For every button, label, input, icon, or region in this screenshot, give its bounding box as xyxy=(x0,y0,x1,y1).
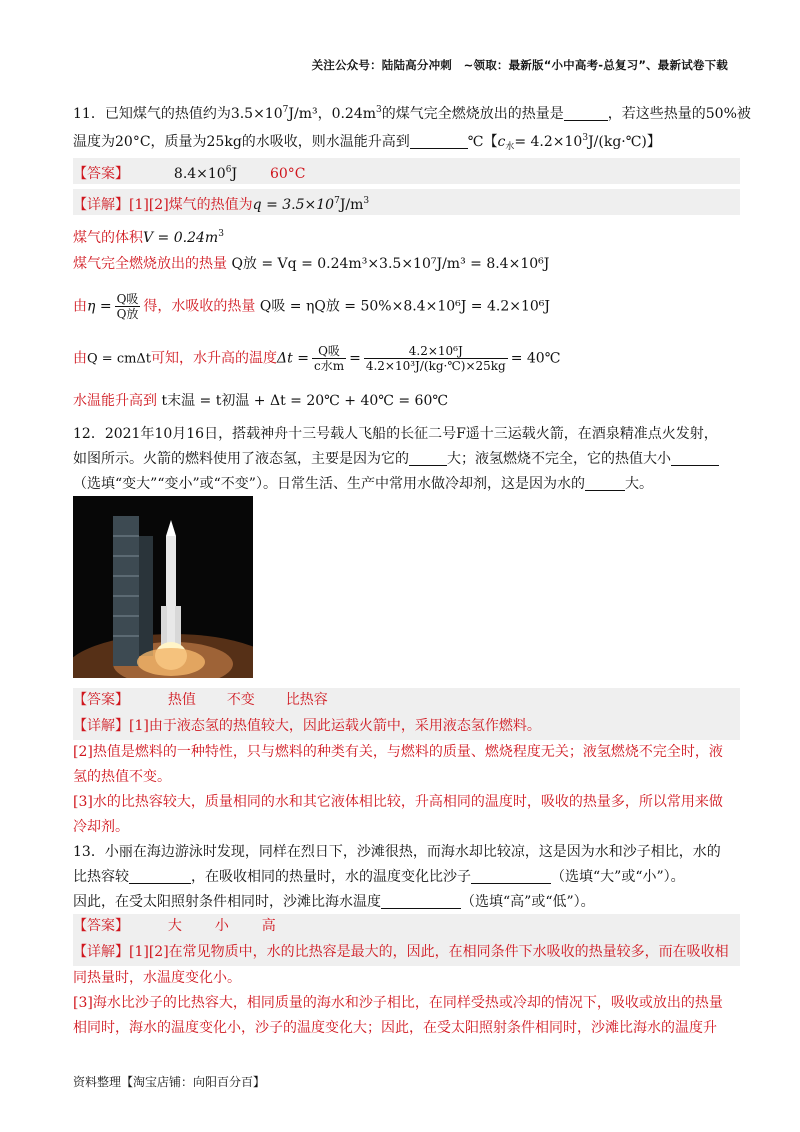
rocket-launch-photo xyxy=(73,496,253,678)
page-header: 关注公众号：陆陆高分冲刺 ~领取：最新版“小中高考-总复习”、最新试卷下载 xyxy=(311,58,728,72)
q11-answer: 【答案】 $8.4\times 10^6J$ 60°C xyxy=(73,158,740,184)
q12-line2: 如图所示。火箭的燃料使用了液态氢，主要是因为它的 大；液氢燃烧不完全，它的热值大小 xyxy=(73,447,740,471)
q11-final: 水温能升高到 t末温 = t初温 + Δt = 20℃ + 40℃ = 60℃ xyxy=(73,393,449,409)
q11-line2: 温度为20°C，质量为25kg的水吸收，则水温能升高到 ℃【$c_水=$ $4.2\times 10^3J/(kg\cdot℃)$】 xyxy=(73,133,661,152)
q11-temp-rise: 由Q = cmΔt可知，水升高的温度Δt = $\frac{\text{Q吸}}{\text{c水m}}$ = $\frac{\text{4.2×10⁶J}}{\text{4.2×10³J/(kg·℃)×25kg}}$ = 40℃ xyxy=(73,344,561,373)
rocket-launch-illustration xyxy=(73,496,253,678)
q11-heat-absorbed: 由η = $\frac{\text{Q吸}}{\text{Q放}}$ 得，水吸收的热量 Q吸 = ηQ放 = 50%×8.4×10⁶J = 4.2×10⁶J xyxy=(73,292,551,321)
q12-detail-1: 【详解】[1]由于液态氢的热值较大，因此运载火箭中，采用液态氢作燃料。 xyxy=(73,714,740,740)
q13-detail-1b: 同热量时，水温度变化小。 xyxy=(73,970,241,986)
q11-detail-1: 【详解】[1][2]煤气的热值为$q = 3.5\times 10^7J/m^3$ xyxy=(73,189,740,215)
q13-detail-2b: 相同时，海水的温度变化小，沙子的温度变化大；因此，在受太阳照射条件相同时，沙滩比海水的温度升 xyxy=(73,1020,717,1036)
q13-blank-1[interactable] xyxy=(129,867,191,884)
q11-line1: 11．已知煤气的热值约为$3.5\times 10^7J/m^3$，$0.24m^3$的煤气完全燃烧放出的热量是 ，若这些热量的50%被 xyxy=(73,105,751,122)
q13-answer: 【答案】 大 小 高 xyxy=(73,914,740,940)
q12-line3: （选填“变大”“变小”或“不变”）。日常生活、生产中常用水做冷却剂，这是因为水的 大。 xyxy=(73,476,653,492)
q12-detail-2b: 氢的热值不变。 xyxy=(73,769,171,785)
q13-line1: 13．小丽在海边游泳时发现，同样在烈日下，沙滩很热，而海水却比较凉，这是因为水和沙子相比，水的 xyxy=(73,844,721,860)
q13-detail-2a: [3]海水比沙子的比热容大，相同质量的海水和沙子相比，在同样受热或冷却的情况下，吸收或放出的热量 xyxy=(73,995,723,1011)
q12-blank-1[interactable] xyxy=(409,449,447,466)
q13-line2: 比热容较 ，在吸收相同的热量时，水的温度变化比沙子 （选填“大”或“小”）。 xyxy=(73,869,685,885)
q12-blank-3[interactable] xyxy=(585,474,625,491)
q11-blank-1[interactable] xyxy=(564,104,608,121)
q12-detail-3a: [3]水的比热容较大，质量相同的水和其它液体相比较，升高相同的温度时，吸收的热量多，所以常用来做 xyxy=(73,794,723,810)
q13-line3: 因此，在受太阳照射条件相同时，沙滩比海水温度 （选填“高”或“低”）。 xyxy=(73,894,595,910)
q11-heat-released: 煤气完全燃烧放出的热量 Q放 = Vq = 0.24m³×3.5×10⁷J/m³ = 8.4×10⁶J xyxy=(73,256,550,272)
q13-blank-3[interactable] xyxy=(381,892,461,909)
q12-blank-2[interactable] xyxy=(671,449,719,466)
q13-blank-2[interactable] xyxy=(471,867,551,884)
q11-blank-2[interactable] xyxy=(410,132,468,149)
q12-answer: 【答案】 热值 不变 比热容 xyxy=(73,688,740,714)
q12-detail-3b: 冷却剂。 xyxy=(73,819,129,835)
q12-detail-2a: [2]热值是燃料的一种特性，只与燃料的种类有关，与燃料的质量、燃烧程度无关；液氢燃烧不完全时，液 xyxy=(73,744,723,760)
q11-volume: 煤气的体积$V = 0.24m^3$ xyxy=(73,229,224,246)
page-footer: 资料整理【淘宝店铺：向阳百分百】 xyxy=(73,1075,266,1089)
q13-detail-1a: 【详解】[1][2]在常见物质中，水的比热容是最大的，因此，在相同条件下水吸收的热量较多，而在吸收相 xyxy=(73,940,740,966)
q12-line1: 12．2021年10月16日，搭载神舟十三号载人飞船的长征二号F遥十三运载火箭，在酒泉精准点火发射， xyxy=(73,426,718,442)
